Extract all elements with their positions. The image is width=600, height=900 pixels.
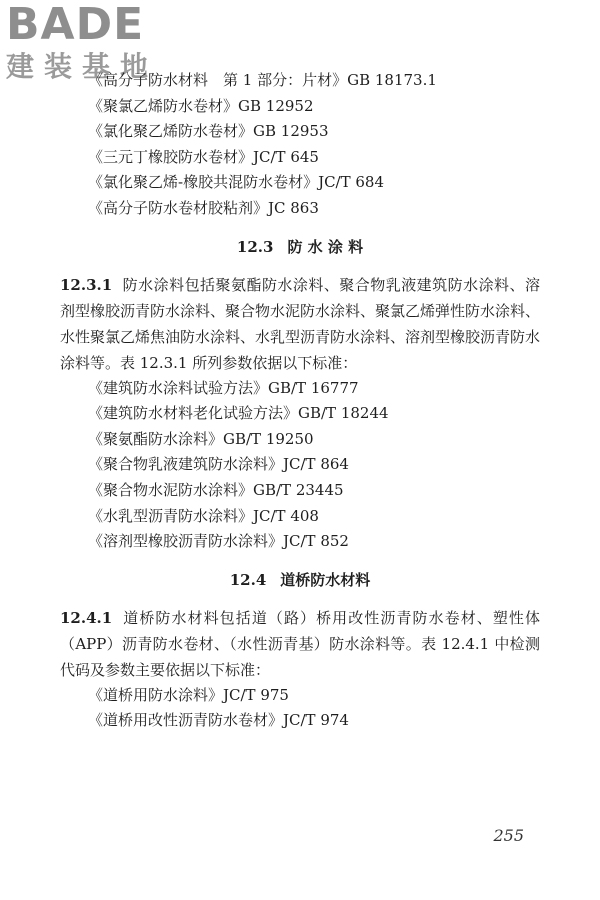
reference-list-12-3 — [60, 376, 540, 555]
page-number: 255 — [493, 826, 524, 845]
reference-list-top — [60, 68, 540, 222]
reference-item: 《溶剂型橡胶沥青防水涂料》JC/T 852 — [88, 532, 349, 551]
reference-item: 《建筑防水涂料试验方法》GB/T 16777 — [88, 378, 359, 397]
clause-12-4-1 — [60, 605, 540, 683]
section-title: 防 水 涂 料 — [287, 237, 364, 256]
clause-number: 12.3.1 — [60, 275, 113, 294]
section-heading-12-4 — [60, 569, 540, 591]
section-number: 12.3 — [236, 237, 274, 256]
reference-item: 《氯化聚乙烯防水卷材》GB 12953 — [88, 122, 329, 141]
watermark-brand: BADE — [6, 0, 145, 50]
document-page — [60, 68, 540, 734]
reference-item: 《聚合物乳液建筑防水涂料》JC/T 864 — [88, 455, 349, 474]
section-title: 道桥防水材料 — [280, 570, 371, 589]
watermark-subtitle: 建装基地 — [6, 50, 159, 83]
reference-item: 《高分子防水材料 第 1 部分：片材》GB 18173.1 — [88, 71, 437, 89]
reference-list-12-4 — [60, 683, 540, 734]
reference-item: 《聚氨酯防水涂料》GB/T 19250 — [88, 429, 314, 448]
section-number: 12.4 — [229, 570, 267, 589]
clause-text: 防水涂料包括聚氨酯防水涂料、聚合物乳液建筑防水涂料、溶剂型橡胶沥青防水涂料、聚合物水泥防水涂料、聚氯乙烯弹性防水涂料、水性聚氯乙烯焦油防水涂料、水乳型沥青防水涂料、溶剂型橡胶沥青防水涂料等。表 12.3.1 所列参数依据以下标准： — [60, 275, 541, 372]
clause-number: 12.4.1 — [60, 608, 113, 627]
reference-item: 《高分子防水卷材胶粘剂》JC 863 — [88, 198, 319, 217]
reference-item: 《三元丁橡胶防水卷材》JC/T 645 — [88, 147, 319, 166]
reference-item: 《水乳型沥青防水涂料》JC/T 408 — [88, 506, 319, 525]
clause-text: 道桥防水材料包括道（路）桥用改性沥青防水卷材、塑性体（APP）沥青防水卷材、（水性沥青基）防水涂料等。表 12.4.1 中检测代码及参数主要依据以下标准： — [60, 608, 540, 679]
clause-12-3-1 — [60, 272, 540, 376]
reference-item: 《道桥用防水涂料》JC/T 975 — [88, 685, 289, 704]
reference-item: 《氯化聚乙烯-橡胶共混防水卷材》JC/T 684 — [88, 173, 385, 192]
reference-item: 《聚氯乙烯防水卷材》GB 12952 — [88, 96, 314, 115]
reference-item: 《聚合物水泥防水涂料》GB/T 23445 — [88, 480, 344, 499]
section-heading-12-3 — [60, 236, 540, 258]
reference-item: 《道桥用改性沥青防水卷材》JC/T 974 — [88, 711, 349, 730]
reference-item: 《建筑防水材料老化试验方法》GB/T 18244 — [88, 404, 389, 423]
